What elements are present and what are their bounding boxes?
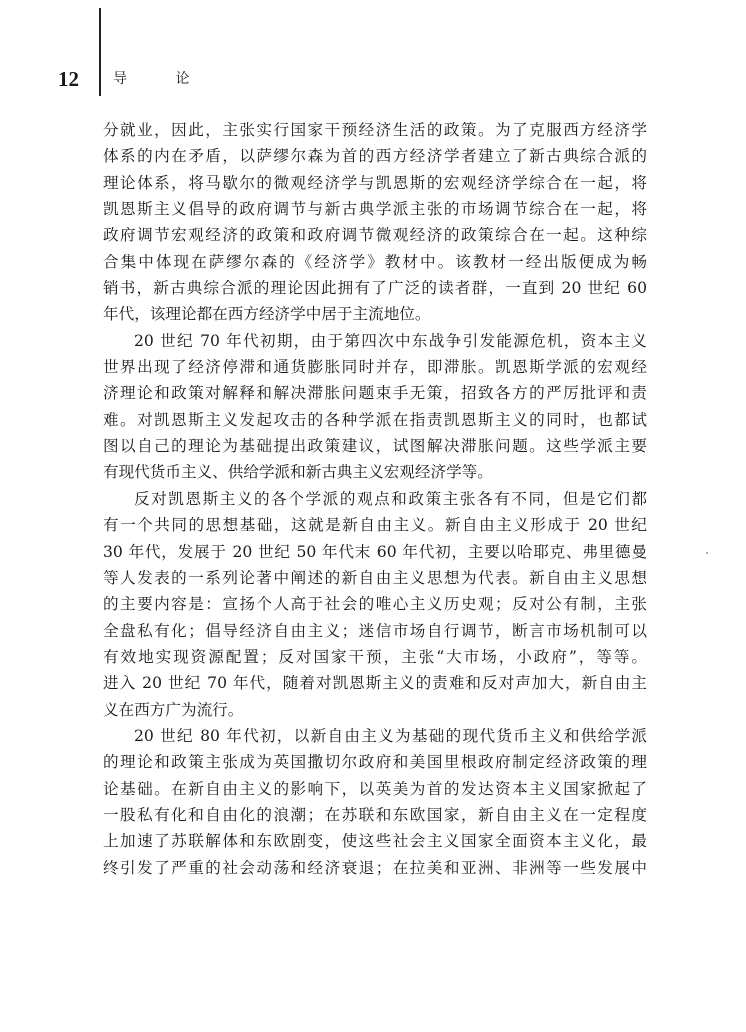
text-line: 进入 20 世纪 70 年代，随着对凯恩斯主义的责难和反对声加大，新自由主 <box>103 674 647 693</box>
text-line: 反对凯恩斯主义的各个学派的观点和政策主张各有不同，但是它们都 <box>134 489 647 508</box>
text-line: 一股私有化和自由化的浪潮；在苏联和东欧国家，新自由主义在一定程度 <box>103 805 647 824</box>
text-line: 理论体系，将马歇尔的微观经济学与凯恩斯的宏观经济学综合在一起，将 <box>103 173 647 192</box>
body-text <box>103 117 647 881</box>
text-line: 终引发了严重的社会动荡和经济衰退；在拉美和亚洲、非洲等一些发展中 <box>103 858 647 877</box>
text-line: 凯恩斯主义倡导的政府调节与新古典学派主张的市场调节综合在一起，将 <box>103 200 647 219</box>
text-line: 年代，该理论都在西方经济学中居于主流地位。 <box>103 305 431 324</box>
text-line: 论基础。在新自由主义的影响下，以英美为首的发达资本主义国家掀起了 <box>103 779 647 798</box>
text-line: 政府调节宏观经济的政策和政府调节微观经济的政策综合在一起。这种综 <box>103 226 647 245</box>
text-line: 分就业，因此，主张实行国家干预经济生活的政策。为了克服西方经济学 <box>103 121 647 139</box>
text-line: 的主要内容是：宣扬个人高于社会的唯心主义历史观；反对公有制，主张 <box>103 595 647 614</box>
scan-speck <box>706 552 708 554</box>
text-line: 有效地实现资源配置；反对国家干预，主张“大市场，小政府”，等等。 <box>103 647 647 666</box>
text-line: 世界出现了经济停滞和通货膨胀同时并存，即滞胀。凯恩斯学派的宏观经 <box>103 358 647 377</box>
text-line: 销书，新古典综合派的理论因此拥有了广泛的读者群，一直到 20 世纪 60 <box>103 279 647 298</box>
text-line: 体系的内在矛盾，以萨缪尔森为首的西方经济学者建立了新古典综合派的 <box>103 147 647 166</box>
text-line: 合集中体现在萨缪尔森的《经济学》教材中。该教材一经出版便成为畅 <box>103 252 647 271</box>
text-line: 图以自己的理论为基础提出政策建议，试图解决滞胀问题。这些学派主要 <box>103 437 647 456</box>
running-head: 导 论 <box>113 71 212 87</box>
text-line: 30 年代，发展于 20 世纪 50 年代末 60 年代初，主要以哈耶克、弗里德曼 <box>103 542 647 561</box>
text-line: 有现代货币主义、供给学派和新古典主义宏观经济学等。 <box>103 463 493 482</box>
text-line: 义在西方广为流行。 <box>103 700 244 719</box>
text-line: 20 世纪 70 年代初期，由于第四次中东战争引发能源危机，资本主义 <box>134 331 647 350</box>
text-line: 全盘私有化；倡导经济自由主义；迷信市场自行调节，断言市场机制可以 <box>103 621 647 640</box>
text-line: 等人发表的一系列论著中阐述的新自由主义思想为代表。新自由主义思想 <box>103 568 647 587</box>
text-line: 上加速了苏联解体和东欧剧变，使这些社会主义国家全面资本主义化，最 <box>103 832 647 851</box>
page-header <box>0 66 746 96</box>
text-line: 济理论和政策对解释和解决滞胀问题束手无策，招致各方的严厉批评和责 <box>103 384 647 403</box>
text-line: 难。对凯恩斯主义发起攻击的各种学派在指责凯恩斯主义的同时，也都试 <box>103 410 647 429</box>
text-line: 的理论和政策主张成为英国撒切尔政府和美国里根政府制定经济政策的理 <box>103 753 647 772</box>
text-line: 有一个共同的思想基础，这就是新自由主义。新自由主义形成于 20 世纪 <box>103 516 647 535</box>
text-line: 20 世纪 80 年代初，以新自由主义为基础的现代货币主义和供给学派 <box>134 726 647 745</box>
page-number: 12 <box>58 67 79 91</box>
